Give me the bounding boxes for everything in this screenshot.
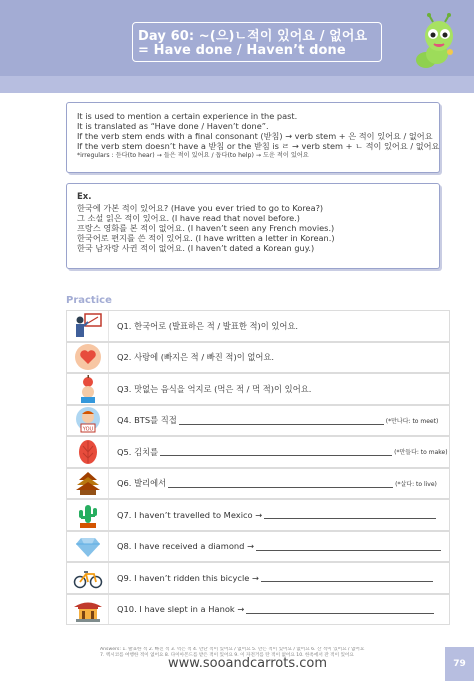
practice-row-q4: [66, 405, 450, 437]
irregulars-note: *irregulars : 듣다(to hear) → 들은 적이 있어요 / 돕다(to help) → 도운 적이 있어요: [77, 152, 309, 159]
practice-row-q2: [66, 342, 450, 374]
practice-row-q5: [66, 436, 450, 468]
practice-row-q7: [66, 499, 450, 531]
svg-text:YOU: YOU: [82, 426, 93, 433]
header-band: [0, 76, 474, 93]
answer-blank[interactable]: [168, 479, 393, 488]
diamond-icon: [67, 532, 109, 562]
example-line: 한국어로 편지를 쓴 적이 있어요. (I have written a letter in Korean.): [77, 233, 335, 243]
page-number: 79: [445, 647, 474, 681]
question-text: Q7. I haven’t travelled to Mexico →: [117, 509, 263, 520]
question-text: Q9. I haven’t ridden this bicycle →: [117, 572, 259, 583]
practice-row-q9: [66, 562, 450, 594]
kimchi-cabbage-icon: [67, 437, 109, 467]
examples-box: [66, 183, 440, 269]
answer-key-line: Answers: 1. 발표한 적 2. 빠진 적 3. 먹은 적 4. 만난 적이 있어요 / 없어요 5. 만든 적이 있어요 / 없어요 6. 산 적이 있어요 / 없어요: [100, 647, 365, 652]
practice-row-q6: [66, 468, 450, 500]
question-hint: (*만나다: to meet): [385, 417, 439, 425]
page-title: Day 60: ~(으)ㄴ적이 있어요 / 없어요: [138, 29, 368, 44]
explanation-line: If the verb stem doesn’t have a 받침 or the 받침 is ㄹ → verb stem + ㄴ 적이 있어요 / 없어요: [77, 141, 440, 151]
practice-row-q8: [66, 531, 450, 563]
hanok-icon: [67, 595, 109, 625]
answer-blank[interactable]: [246, 605, 434, 614]
question-text: Q6. 발리에서: [117, 478, 167, 489]
i-love-you-fan-icon: [67, 406, 109, 436]
explanation-line: If the verb stem ends with a final consonant (받침) → verb stem + 은 적이 있어요 / 없어요: [77, 131, 433, 141]
examples-heading: Ex.: [77, 192, 92, 202]
bicycle-icon: [67, 563, 109, 593]
question-text: Q3. 맛없는 음식을 억지로 (먹은 적 / 먹 적)이 있어요.: [117, 383, 312, 394]
answer-blank[interactable]: [264, 510, 436, 519]
question-text: Q8. I have received a diamond →: [117, 541, 255, 552]
question-text: Q1. 한국어로 (발표하은 적 / 발표한 적)이 있어요.: [117, 320, 299, 331]
answer-key-line: 7. 멕시코를 여행한 적이 없어요 8. 다이아몬드를 받은 적이 있어요 9. 이 자전거를 탄 적이 없어요 10. 한옥에서 잔 적이 있어요: [100, 653, 354, 658]
bali-temple-icon: [67, 469, 109, 499]
practice-row-q3: [66, 373, 450, 405]
presenter-icon: [67, 311, 109, 341]
question-text: Q10. I have slept in a Hanok →: [117, 604, 245, 615]
answer-blank[interactable]: [179, 416, 384, 425]
question-text: Q4. BTS를 직접: [117, 415, 177, 426]
caterpillar-mascot-icon: [412, 12, 462, 70]
explanation-line: It is translated as “Have done / Haven’t done”.: [77, 121, 269, 131]
question-hint: (*살다: to live): [395, 480, 437, 488]
answer-blank[interactable]: [261, 573, 433, 582]
practice-row-q1: [66, 310, 450, 342]
explanation-line: It is used to mention a certain experience in the past.: [77, 111, 298, 121]
example-line: 프랑스 영화를 본 적이 없어요. (I haven’t seen any French movies.): [77, 223, 335, 233]
cactus-icon: [67, 500, 109, 530]
page-subtitle: = Have done / Haven’t done: [138, 43, 346, 58]
example-line: 그 소설 읽은 적이 있어요. (I have read that novel before.): [77, 213, 300, 223]
answer-blank[interactable]: [160, 447, 392, 456]
practice-row-q10: [66, 594, 450, 626]
answer-blank[interactable]: [256, 542, 441, 551]
practice-label: Practice: [66, 295, 112, 306]
question-text: Q5. 김치를: [117, 446, 159, 457]
heart-icon: [67, 343, 109, 373]
website-url[interactable]: www.sooandcarrots.com: [168, 656, 327, 671]
apple-head-icon: [67, 374, 109, 404]
example-line: 한국에 가본 적이 있어요? (Have you ever tried to go to Korea?): [77, 203, 324, 213]
question-text: Q2. 사랑에 (빠지은 적 / 빠진 적)이 없어요.: [117, 352, 275, 363]
explanation-box: [66, 102, 440, 173]
example-line: 한국 남자랑 사귄 적이 없어요. (I haven’t dated a Korean guy.): [77, 243, 315, 253]
question-hint: (*만들다: to make): [394, 449, 448, 457]
